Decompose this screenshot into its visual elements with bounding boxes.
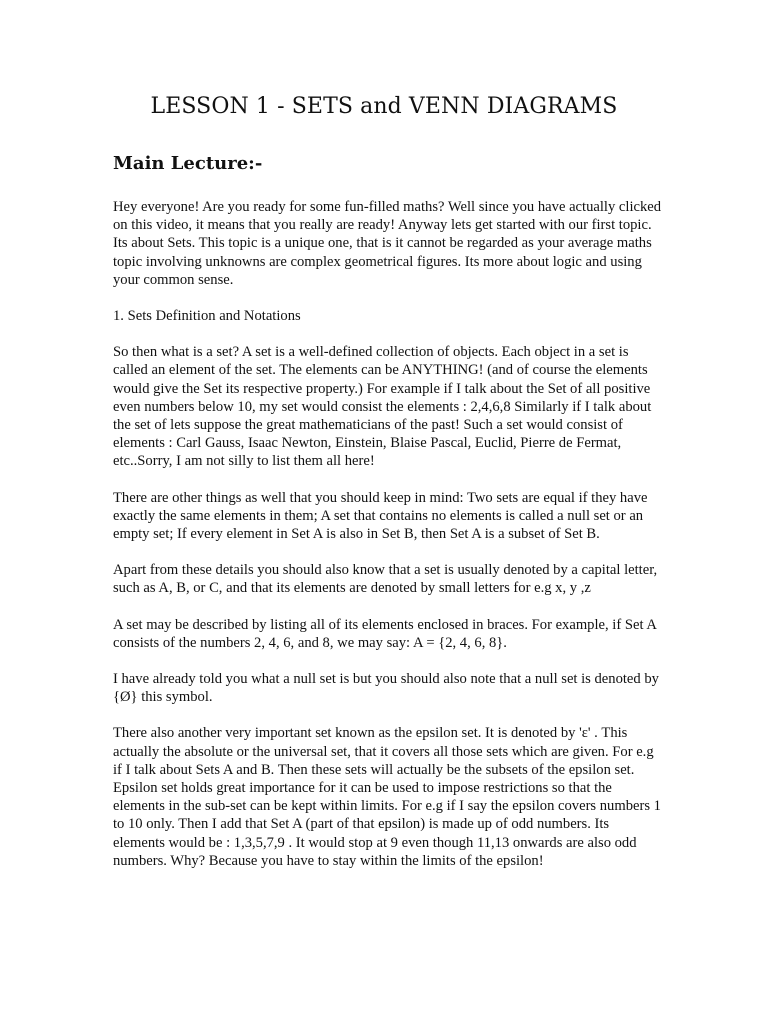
lesson-title: LESSON 1 - SETS and VENN DIAGRAMS	[150, 94, 618, 119]
paragraph-topic-heading: 1. Sets Definition and Notations	[113, 308, 301, 325]
paragraph-null-set: I have already told you what a null set is but you should also note that a null set is denoted by {Ø} this symbol.	[113, 671, 659, 706]
paragraph-notation: Apart from these details you should also know that a set is usually denoted by a capital letter, such as A, B, or C, and that its elements are denoted by small letters for e.g x, y ,z	[113, 562, 658, 597]
paragraph-set-definition: So then what is a set? A set is a well-defined collection of objects. Each object in a set is called an element of the set. The elements can be ANYTHING! (and of course the elements would give the Set its respective property.) For example if I talk about the Set of all positive even numbers below 10, my set would consist the elements : 2,4,6,8 Similarly if I talk about the set of lets suppose the great mathematicians of the past! Such a set would consist of elements : Carl Gauss, Isaac Newton, Einstein, Blaise Pascal, Euclid, Pierre de Fermat, etc..Sorry, I am not silly to list them all here!	[113, 344, 652, 470]
paragraph-set-rules: There are other things as well that you should keep in mind: Two sets are equal if they have exactly the same elements in them; A set that contains no elements is called a null set or an empty set; If every element in Set A is also in Set B, then Set A is a subset of Set B.	[113, 489, 648, 543]
paragraph-intro: Hey everyone! Are you ready for some fun-filled maths? Well since you have actually clicked on this video, it means that you really are ready! Anyway lets get started with our first topic. Its about Sets. This topic is a unique one, that is it cannot be regarded as your average maths topic involving unknowns are complex geometrical figures. Its more about logic and using your common sense.	[113, 199, 662, 288]
section-heading: Main Lecture:-	[113, 153, 263, 174]
paragraph-epsilon-set: There also another very important set known as the epsilon set. It is denoted by 'ε' . This actually the absolute or the universal set, that it covers all those sets which are given. For e.g if I talk about Sets A and B. Then these sets will actually be the subsets of the epsilon set. Epsilon set holds great importance for it can be used to impose restrictions so that the elements in the sub-set can be kept within limits. For e.g if I say the epsilon covers numbers 1 to 10 only. Then I add that Set A (part of that epsilon) is made up of odd numbers. Its elements would be : 1,3,5,7,9 . It would stop at 9 even though 11,13 onwards are also odd numbers. Why? Because you have to stay within the limits of the epsilon!	[113, 725, 661, 869]
paragraph-braces: A set may be described by listing all of its elements enclosed in braces. For example, if Set A consists of the numbers 2, 4, 6, and 8, we may say: A = {2, 4, 6, 8}.	[113, 616, 657, 651]
lecture-body	[113, 198, 663, 888]
